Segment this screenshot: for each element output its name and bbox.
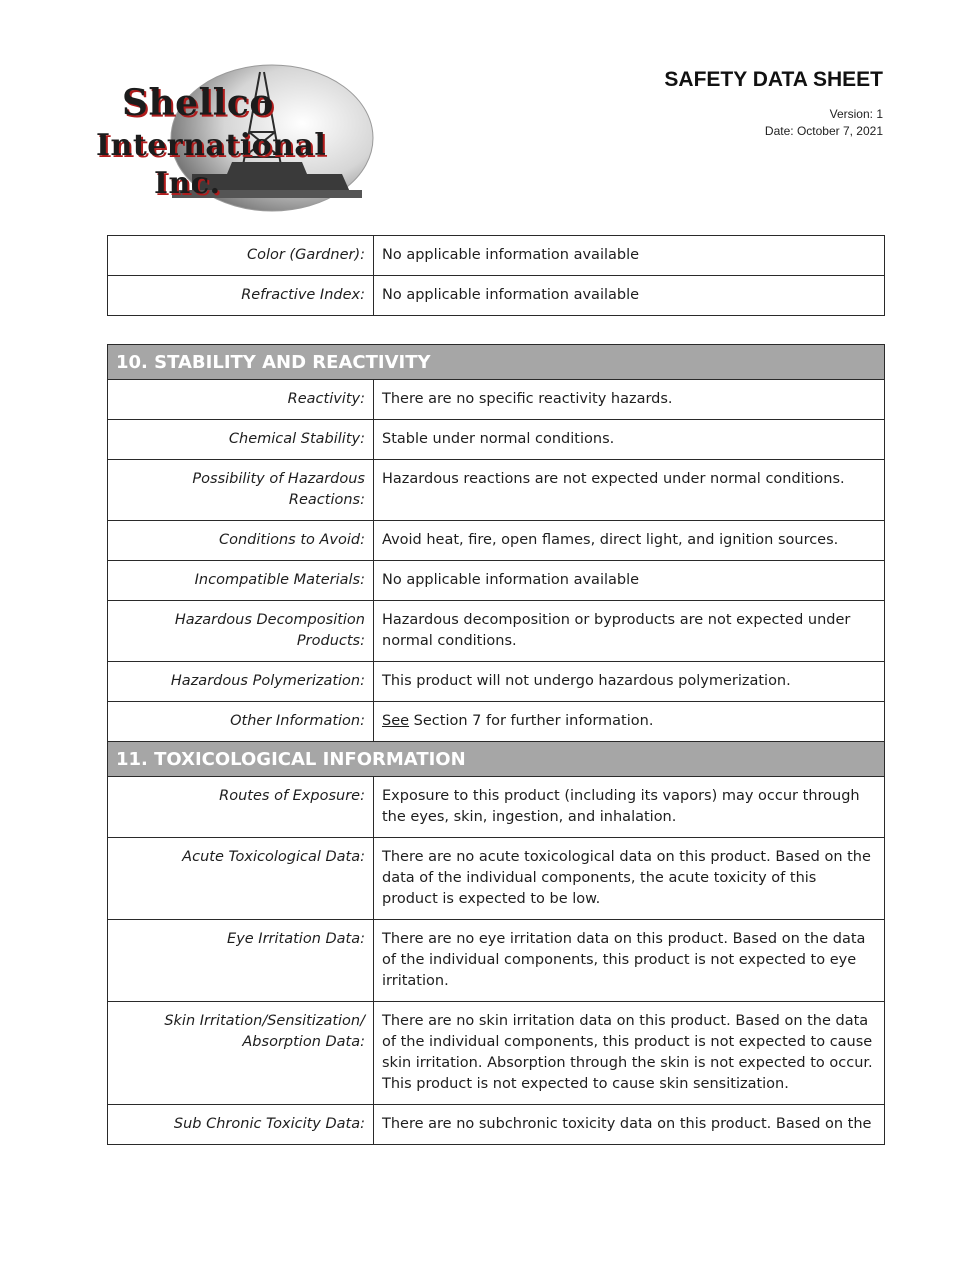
row-label: Chemical Stability: bbox=[108, 420, 374, 460]
table-row bbox=[108, 1105, 885, 1145]
table-row bbox=[108, 521, 885, 561]
row-label: Acute Toxicological Data: bbox=[108, 838, 374, 920]
see-link[interactable]: See bbox=[382, 713, 410, 729]
row-label: Routes of Exposure: bbox=[108, 777, 374, 838]
document-title: SAFETY DATA SHEET bbox=[664, 68, 883, 91]
table-row bbox=[108, 601, 885, 662]
table-row bbox=[108, 920, 885, 1002]
row-value: Hazardous reactions are not expected under normal conditions. bbox=[374, 460, 885, 521]
section-heading-row bbox=[108, 345, 885, 380]
row-value: This product will not undergo hazardous polymerization. bbox=[374, 662, 885, 702]
row-label: Skin Irritation/Sensitization/ Absorption Data: bbox=[108, 1002, 374, 1105]
table-row bbox=[108, 561, 885, 601]
table-row bbox=[108, 662, 885, 702]
row-label: Other Information: bbox=[108, 702, 374, 742]
row-value: No applicable information available bbox=[374, 276, 885, 316]
section-10-table bbox=[107, 344, 885, 742]
logo-text-line-3: Inc. bbox=[154, 166, 221, 201]
row-value: Hazardous decomposition or byproducts are not expected under normal conditions. bbox=[374, 601, 885, 662]
table-row bbox=[108, 702, 885, 742]
table-row bbox=[108, 276, 885, 316]
section-11-table bbox=[107, 741, 885, 1145]
row-value-rest: Section 7 for further information. bbox=[409, 713, 654, 729]
row-value: Exposure to this product (including its vapors) may occur through the eyes, skin, ingestion, and inhalation. bbox=[374, 777, 885, 838]
row-label: Hazardous Decomposition Products: bbox=[108, 601, 374, 662]
row-label: Sub Chronic Toxicity Data: bbox=[108, 1105, 374, 1145]
section-heading: 10. STABILITY AND REACTIVITY bbox=[108, 345, 885, 380]
row-value: There are no acute toxicological data on this product. Based on the data of the individual components, the acute toxicity of this product is expected to be low. bbox=[374, 838, 885, 920]
table-row bbox=[108, 777, 885, 838]
logo-text-line-1: Shellco bbox=[122, 82, 274, 124]
row-label: Refractive Index: bbox=[108, 276, 374, 316]
row-value: There are no specific reactivity hazards. bbox=[374, 380, 885, 420]
section-9-continued-table bbox=[107, 235, 885, 316]
row-value: There are no subchronic toxicity data on this product. Based on the bbox=[374, 1105, 885, 1145]
section-heading: 11. TOXICOLOGICAL INFORMATION bbox=[108, 742, 885, 777]
document-meta bbox=[765, 106, 883, 140]
version-label: Version: 1 bbox=[829, 107, 883, 121]
row-label: Conditions to Avoid: bbox=[108, 521, 374, 561]
logo-text-line-2: International bbox=[96, 128, 327, 163]
row-value: There are no skin irritation data on this product. Based on the data of the individual components, this product is not expected to cause skin irritation. Absorption through the skin is not expected to occur. This product is not expected to cause skin sensitization. bbox=[374, 1002, 885, 1105]
row-label: Hazardous Polymerization: bbox=[108, 662, 374, 702]
table-row bbox=[108, 236, 885, 276]
row-value: No applicable information available bbox=[374, 561, 885, 601]
row-label: Color (Gardner): bbox=[108, 236, 374, 276]
table-row bbox=[108, 460, 885, 521]
company-logo bbox=[92, 62, 374, 214]
row-value: There are no eye irritation data on this product. Based on the data of the individual components, this product is not expected to eye irritation. bbox=[374, 920, 885, 1002]
table-row bbox=[108, 380, 885, 420]
section-heading-row bbox=[108, 742, 885, 777]
table-row bbox=[108, 1002, 885, 1105]
row-value: Avoid heat, fire, open flames, direct light, and ignition sources. bbox=[374, 521, 885, 561]
table-row bbox=[108, 420, 885, 460]
row-label: Possibility of Hazardous Reactions: bbox=[108, 460, 374, 521]
table-row bbox=[108, 838, 885, 920]
row-value: No applicable information available bbox=[374, 236, 885, 276]
row-value: Stable under normal conditions. bbox=[374, 420, 885, 460]
row-label: Eye Irritation Data: bbox=[108, 920, 374, 1002]
row-label: Reactivity: bbox=[108, 380, 374, 420]
row-label: Incompatible Materials: bbox=[108, 561, 374, 601]
date-label: Date: October 7, 2021 bbox=[764, 124, 883, 138]
row-value bbox=[374, 702, 885, 742]
